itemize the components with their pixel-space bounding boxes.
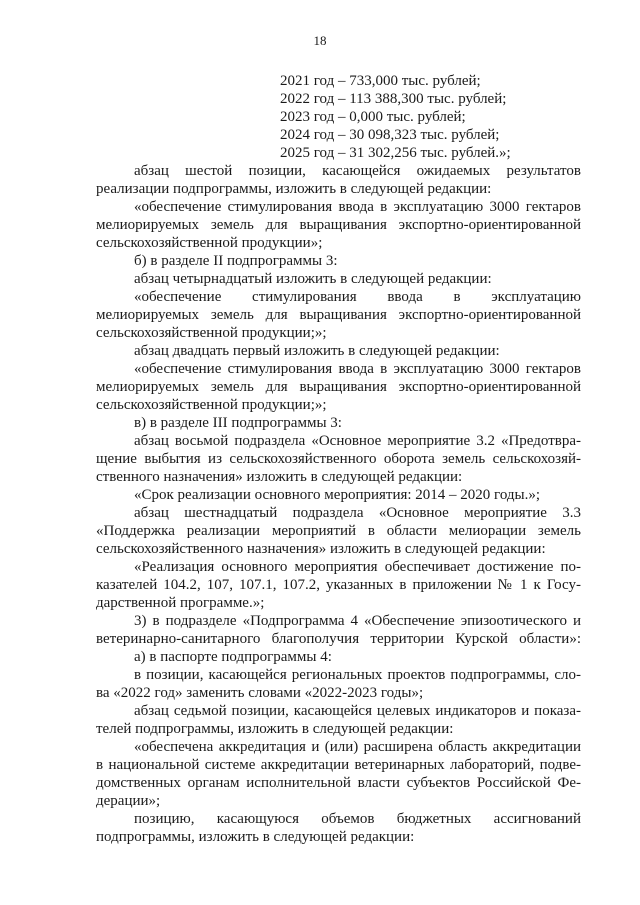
text-line: «Поддержка реализации мероприятий в области мелиорации земель: [96, 523, 581, 539]
text-line: дарственной программе.»;: [96, 595, 265, 611]
text-line: «обеспечение стимулирования ввода в эксплуатацию 3000 гектаров: [134, 199, 581, 215]
text-line: телей подпрограммы, изложить в следующей редакции:: [96, 721, 454, 737]
text-line: ва «2022 год» заменить словами «2022-2023 годы»;: [96, 685, 424, 701]
text-line: казателей 104.2, 107, 107.1, 107.2, указанных в приложении № 1 к Госу-: [96, 577, 581, 593]
text-line: сельскохозяйственной продукции»;: [96, 235, 323, 251]
budget-line: 2024 год – 30 098,323 тыс. рублей;: [280, 127, 500, 143]
text-line: б) в разделе II подпрограммы 3:: [134, 253, 338, 269]
text-line: «обеспечена аккредитация и (или) расширена область аккредитации: [134, 739, 581, 755]
text-line: а) в паспорте подпрограммы 4:: [134, 649, 332, 665]
text-line: подпрограммы, изложить в следующей редакции:: [96, 829, 415, 845]
text-line: абзац четырнадцатый изложить в следующей редакции:: [134, 271, 492, 287]
budget-line: 2025 год – 31 302,256 тыс. рублей.»;: [280, 145, 511, 161]
text-line: ственного назначения» изложить в следующей редакции:: [96, 469, 463, 485]
text-line: абзац шестнадцатый подраздела «Основное мероприятие 3.3: [134, 505, 581, 521]
budget-line: 2022 год – 113 388,300 тыс. рублей;: [280, 91, 507, 107]
text-line: абзац двадцать первый изложить в следующей редакции:: [134, 343, 500, 359]
budget-line: 2021 год – 733,000 тыс. рублей;: [280, 73, 481, 89]
text-line: реализации подпрограммы, изложить в следующей редакции:: [96, 181, 492, 197]
text-line: щение выбытия из сельскохозяйственного оборота земель сельскохозяй-: [96, 451, 581, 467]
text-line: позицию, касающуюся объемов бюджетных ассигнований: [134, 811, 581, 827]
text-line: «Реализация основного мероприятия обеспечивает достижение по-: [134, 559, 581, 575]
text-line: мелиорируемых земель для выращивания экспортно-ориентированной: [96, 379, 581, 395]
text-line: абзац седьмой позиции, касающейся целевых индикаторов и показа-: [134, 703, 581, 719]
text-line: домственных органам исполнительной власти субъектов Российской Фе-: [96, 775, 581, 791]
text-line: сельскохозяйственной продукции;»;: [96, 325, 327, 341]
text-line: мелиорируемых земель для выращивания экспортно-ориентированной: [96, 307, 581, 323]
text-line: в) в разделе III подпрограммы 3:: [134, 415, 342, 431]
text-line: «обеспечение стимулирования ввода в эксплуатацию: [134, 289, 581, 305]
page-number: 18: [313, 33, 327, 48]
text-line: в национальной системе аккредитации ветеринарных лабораторий, подве-: [96, 757, 581, 773]
text-line: в позиции, касающейся региональных проектов подпрограммы, сло-: [134, 667, 581, 683]
text-line: мелиорируемых земель для выращивания экспортно-ориентированной: [96, 217, 581, 233]
text-line: дерации»;: [96, 793, 161, 809]
text-line: «Срок реализации основного мероприятия: 2014 – 2020 годы.»;: [134, 487, 541, 503]
text-line: сельскохозяйственного назначения» изложить в следующей редакции:: [96, 541, 546, 557]
text-line: сельскохозяйственной продукции;»;: [96, 397, 327, 413]
budget-line: 2023 год – 0,000 тыс. рублей;: [280, 109, 466, 125]
text-line: «обеспечение стимулирования ввода в эксплуатацию 3000 гектаров: [134, 361, 581, 377]
text-line: 3) в подразделе «Подпрограмма 4 «Обеспечение эпизоотического и: [134, 613, 581, 629]
text-line: абзац восьмой подраздела «Основное мероприятие 3.2 «Предотвра-: [134, 433, 581, 449]
text-line: абзац шестой позиции, касающейся ожидаемых результатов: [134, 163, 581, 179]
text-line: ветеринарно-санитарного благополучия территории Курской области»:: [96, 631, 581, 647]
